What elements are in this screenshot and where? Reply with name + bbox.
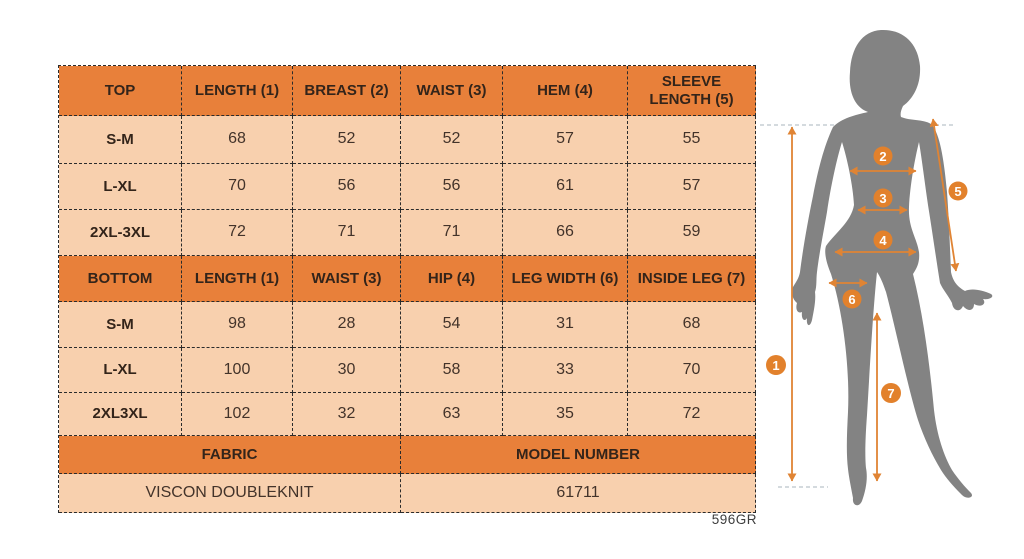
top-header-length: LENGTH (1) [182,66,293,116]
top-row-size: 2XL-3XL [59,210,182,256]
size-table [58,65,756,513]
fabric-header: FABRIC [59,436,401,474]
bottom-header-hip: HIP (4) [401,256,503,302]
table-cell: 100 [182,348,293,393]
top-row-size: L-XL [59,164,182,210]
model-number-value: 61711 [401,474,756,513]
marker-1 [766,355,786,375]
svg-text:5: 5 [954,184,962,199]
table-cell: 52 [293,116,401,164]
table-cell: 55 [628,116,756,164]
table-cell: 52 [401,116,503,164]
table-cell: 57 [628,164,756,210]
marker-5 [949,182,968,201]
table-cell: 57 [503,116,628,164]
table-cell: 32 [293,393,401,436]
measurement-figure-svg [760,0,1024,559]
table-cell: 31 [503,302,628,348]
table-cell: 35 [503,393,628,436]
table-cell: 72 [628,393,756,436]
table-cell: 56 [401,164,503,210]
table-cell: 61 [503,164,628,210]
top-header-size: TOP [59,66,182,116]
bottom-header-waist: WAIST (3) [293,256,401,302]
table-cell: 30 [293,348,401,393]
table-cell: 68 [182,116,293,164]
table-cell: 56 [293,164,401,210]
model-number-header: MODEL NUMBER [401,436,756,474]
top-header-hem: HEM (4) [503,66,628,116]
table-cell: 68 [628,302,756,348]
product-code: 596GR [711,512,757,527]
table-cell: 54 [401,302,503,348]
marker-3 [874,189,893,208]
table-cell: 58 [401,348,503,393]
table-cell: 28 [293,302,401,348]
top-row-size: S-M [59,116,182,164]
table-cell: 33 [503,348,628,393]
table-cell: 59 [628,210,756,256]
marker-6 [843,290,862,309]
bottom-row-size: L-XL [59,348,182,393]
measurement-figure [760,0,1024,559]
marker-4 [874,231,893,250]
fabric-value: VISCON DOUBLEKNIT [59,474,401,513]
table-cell: 102 [182,393,293,436]
table-cell: 66 [503,210,628,256]
svg-text:3: 3 [879,191,887,206]
table-cell: 70 [182,164,293,210]
top-header-waist: WAIST (3) [401,66,503,116]
top-header-sleeve-length: SLEEVE LENGTH (5) [628,66,756,116]
svg-text:7: 7 [887,386,895,401]
table-cell: 71 [293,210,401,256]
marker-2 [874,147,893,166]
table-cell: 70 [628,348,756,393]
svg-text:6: 6 [848,292,856,307]
table-cell: 63 [401,393,503,436]
table-cell: 98 [182,302,293,348]
svg-text:4: 4 [879,233,887,248]
body-silhouette [792,30,993,505]
top-header-breast: BREAST (2) [293,66,401,116]
bottom-row-size: 2XL3XL [59,393,182,436]
bottom-row-size: S-M [59,302,182,348]
bottom-header-length: LENGTH (1) [182,256,293,302]
marker-7 [881,383,901,403]
table-cell: 72 [182,210,293,256]
svg-text:2: 2 [879,149,887,164]
bottom-header-leg-width: LEG WIDTH (6) [503,256,628,302]
bottom-header-inside-leg: INSIDE LEG (7) [628,256,756,302]
table-cell: 71 [401,210,503,256]
svg-text:1: 1 [772,358,780,373]
bottom-header-size: BOTTOM [59,256,182,302]
